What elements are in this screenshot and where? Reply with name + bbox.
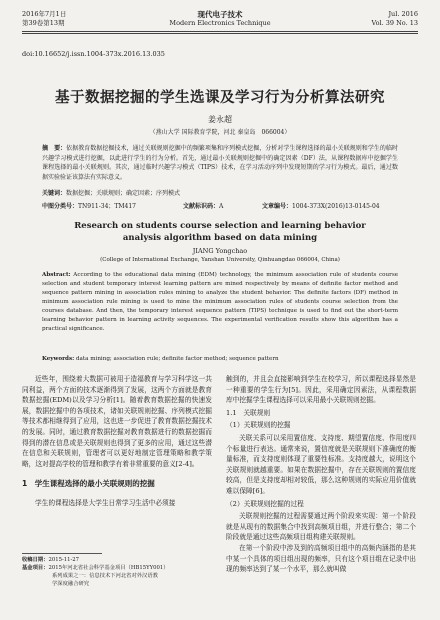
author-cn: 姜永超 [208,115,232,124]
journal-date-en: Jul. 2016 [388,10,418,18]
fund-line2: 系列成果之一：信息技术下河北省对外汉语教 [52,573,158,579]
keywords-cn [42,188,398,197]
journal-issue: 第39卷第13期 [22,19,65,27]
class-number-label: 中图分类号： [42,203,79,210]
received-value: 2015-11-27 [48,557,80,563]
intro-paragraph: 近些年，围绕着大数据可被用于造福教育与学习科学这一共同利益，两个方面的技术逐渐得到了发展，这两个方面就是教育数据挖掘(EDM)以及学习分析[1]。随着教育数据挖掘的快速发展，数据挖掘中的各项技术，诸如关联规则挖掘、序列模式挖掘等技术都相继得到了应用，这也进一步促进了教育数据挖掘技术的发展。同时，通过教育数据挖掘对教育数据进行的数据挖掘而得到的潜在信息或是关联规则也得到了更多的应用，通过这些潜在信息和关联规则，管理者可以更好地制定管理策略和教学策略，这对提高学校的管理和教学有着非常重要的意义[2-4]。 [22,375,212,468]
abstract-en-label: Abstract: [42,272,71,278]
paper-title-cn: 基于数据挖掘的学生选课及学习行为分析算法研究 [55,89,385,106]
subsection-process: （2）关联规则挖掘的过程 [226,499,304,508]
article-number-value: 1004-373X(2016)13-0145-04 [292,203,380,210]
paper-title-en-line1: Research on students course selection and learning behavior [74,221,366,231]
fund-line1 [22,564,212,572]
author-en: JIANG Yongchao [192,247,248,255]
keywords-cn-label: 关键词： [42,190,67,197]
article-number [262,201,380,210]
process-paragraph: 关联规则挖掘的过程需要通过两个阶段来实现：第一个阶段就是从现有的数据集合中找到高频项目组，并进行整合；第二个阶段就是通过这些高频项目组构建关联规则。 [226,512,416,542]
subsection-mining: （1）关联规则的挖掘 [226,421,291,430]
fund-line1-text: 2015年河北省社会科学基金项目（HB15YY001） [48,565,169,571]
keywords-en-label: Keywords: [42,356,75,362]
keywords-en [42,356,398,362]
frequent-itemset-paragraph: 在第一个阶段中涉及到的高频项目组中的高频内涵指的是其中某一个具体的项目组出现的频率，只有这个项目组在记录中出现的频率达到了某一个水平，那么就叫做 [226,543,416,574]
doi: doi:10.16652/j.issn.1004-373x.2016.13.035 [22,50,165,58]
paper-title-en-line2: analysis algorithm based on data mining [122,233,318,243]
received-date [22,556,212,564]
section-heading-1: 1 学生课程选择的最小关联规则的挖掘 [22,479,155,489]
affiliation-en: (College of International Exchange, Yanshan University, Qinhuangdao 066004, China) [100,257,340,263]
fund-label: 基金项目： [22,565,49,571]
journal-name-cn: 现代电子技术 [197,10,243,19]
footnote [22,556,212,588]
abstract-cn-text: 依据教育数据挖掘技术，通过关联规则挖掘中的频繁项集和序列模式挖掘，分析对学生课程选择的最小关联规则和学生的临时兴趣学习模式进行挖掘，以此进行学生的行为分析。首先，通过最小关联规则挖掘中的确定因素（DF）法，从课程数据库中挖掘学生课程选择的最小关联规则。其次，通过临时兴趣学习模式（TIPS）技术，在学习活动序列中发现短期的学习行为模式。最后，通过数据实验验证该算法有实际意义。 [42,145,398,181]
class-number [42,201,136,210]
journal-name-en: Modern Electronics Technique [169,19,271,27]
journal-date: 2016年7月1日 [22,10,67,18]
abstract-cn [42,144,398,182]
continued-paragraph: 触到的，并且会直接影响到学生在校学习，所以课程选择显然是一种重要的学生行为[5]。因此，采用确定因素法，从课程数据库中挖掘学生课程选择可以采用最小关联规则挖掘。 [226,375,416,405]
received-label: 收稿日期： [22,557,49,563]
journal-date-volume-en [372,10,418,28]
body-left-column [22,374,212,509]
body-right-column [226,374,416,575]
header-rule [22,31,418,32]
journal-issue-en: Vol. 39 No. 13 [371,19,418,27]
fund-line3: 学深度融合研究 [52,581,90,587]
subsection-1-1: 1.1 关联规则 [226,408,271,417]
header-rule-thin [22,33,418,34]
footnote-rule [22,553,102,554]
document-code-label: 文献标识码： [183,203,220,210]
affiliation-cn: （燕山大学 国际教育学院，河北 秦皇岛 066004） [149,129,291,136]
keywords-en-text: data mining; association rule; definite factor method; sequence pattern [75,356,279,362]
class-number-value: TN911-34；TM417 [78,203,136,210]
article-number-label: 文章编号： [262,203,293,210]
abstract-en-text: According to the educational data mining (EDM) technology, the minimum association rule of students course selection and student temporary interest learning pattern are mined respectively by means of definite factor method and sequence pattern mining in association rules mining to analyze the student behavior. The definite factors (DF) method in minimum association rule mining is used to mine the minimum association rules of students course selection from the courses database. And then, the temporary interest sequence pattern (TIPS) technique is used to find out the short-term learning behavior pattern in learning activity sequences. The experimental verification results show this algorithm has a practical significance. [42,272,399,332]
document-code [183,201,223,210]
association-paragraph: 关联关系可以采用置信度、支持度、期望置信度、作用度四个标量进行表达。通常来说，置信度就是关联规则下准确度的衡量标准，而支持度则体现了重要性标准。支持度越大，说明这个关联规则就越重要。如果在数据挖掘中，存在关联规则的置信度较高，但是支持度却相对较低，那么这种规则的实际应用价值就难以保障[6]。 [226,433,416,495]
abstract-cn-label: 摘 要： [42,145,67,152]
abstract-en [42,271,398,334]
document-code-value: A [219,203,224,210]
paper-title-en [0,220,440,244]
keywords-cn-text: 数据挖掘；关联规则；确定因素；序列模式 [66,190,181,197]
section1-paragraph: 学生的课程选择是大学生日常学习生活中必须接 [35,498,176,507]
